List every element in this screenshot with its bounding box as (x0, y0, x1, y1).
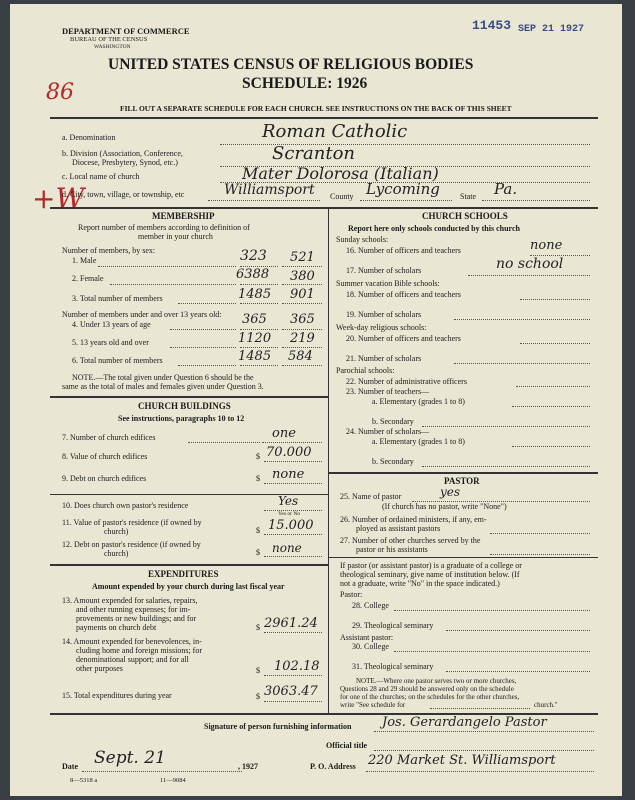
schools-bottom-rule (328, 472, 598, 474)
membership-sub-1: Report number of members according to definition of (78, 223, 250, 232)
division-value: Scranton (272, 143, 356, 164)
q3-line-a (240, 303, 278, 304)
q11-line (264, 534, 322, 535)
q9-line (264, 483, 322, 484)
q11-label-1: 11. Value of pastor's residence (if owned by (62, 518, 202, 527)
q8-label: 8. Value of church edifices (62, 452, 148, 461)
pastor-note-line (430, 708, 530, 709)
county-line (360, 200, 452, 201)
q3-line-b (282, 303, 322, 304)
q3-leader (178, 303, 236, 304)
q16-label: 16. Number of officers and teachers (346, 246, 461, 255)
red-handwritten-number: 86 (46, 80, 74, 105)
buildings-bottom-rule (50, 564, 328, 566)
po-address-line (366, 771, 594, 772)
q2-value-b: 380 (290, 269, 315, 284)
q17-value: no school (496, 256, 564, 272)
q14-label-3: denominational support; and for all (76, 655, 189, 664)
q24b-line (422, 466, 590, 467)
q29-label: 29. Theological seminary (352, 621, 434, 630)
q15-value: 3063.47 (264, 684, 318, 699)
q7-label: 7. Number of church edifices (62, 433, 156, 442)
q12-line (264, 556, 322, 557)
q13-label-4: payments on church debt (76, 623, 157, 632)
stamp-date: SEP 21 1927 (518, 24, 585, 35)
members-by-age-label: Number of members under and over 13 years old: (62, 310, 222, 319)
membership-heading: MEMBERSHIP (152, 211, 215, 221)
q2-female-label: 2. Female (72, 274, 104, 283)
q1-line-b (282, 266, 322, 267)
expenditures-sub: Amount expended by your church during last fiscal year (92, 582, 285, 591)
q7-leader (188, 442, 260, 443)
instruction-line: FILL OUT A SEPARATE SCHEDULE FOR EACH CHURCH. SEE INSTRUCTIONS ON THE BACK OF THIS SHEET (120, 104, 512, 113)
q25-value: yes (440, 485, 461, 499)
membership-note-1: NOTE.—The total given under Question 6 should be the (72, 373, 254, 382)
q20-line (520, 343, 590, 344)
q23b-label: b. Secondary (372, 417, 414, 426)
membership-note-2: same as the total of males and females given under Question 3. (62, 382, 264, 391)
q27-rule (328, 557, 598, 558)
q2-line-a (240, 284, 278, 285)
po-address-value: 220 Market St. Williamsport (368, 753, 556, 768)
q30-line (394, 651, 590, 652)
q6-value-a: 1485 (238, 349, 272, 364)
q23b-line (422, 426, 590, 427)
state-value: Pa. (494, 180, 518, 198)
summer-schools-label: Summer vacation Bible schools: (336, 279, 440, 288)
red-margin-mark: +W (32, 182, 85, 215)
q9-dollar: $ (256, 474, 260, 483)
q14-label-1: 14. Amount expended for benevolences, in- (62, 637, 202, 646)
buildings-sub: See instructions, paragraphs 10 to 12 (118, 414, 245, 423)
q21-line (454, 363, 590, 364)
q23-label: 23. Number of teachers— (346, 387, 430, 396)
department-label: DEPARTMENT OF COMMERCE (62, 26, 190, 36)
members-by-sex-label: Number of members, by sex: (62, 246, 156, 255)
q4-value-a: 365 (242, 312, 267, 327)
pastor-note-3: for one of the churches; on the schedules for the other churches, (340, 693, 520, 701)
q28-line (394, 610, 590, 611)
signature-line (374, 731, 594, 732)
q23a-line (512, 406, 590, 407)
q19-line (454, 319, 590, 320)
q12-dollar: $ (256, 548, 260, 557)
q13-value: 2961.24 (264, 616, 318, 631)
local-name-label: c. Local name of church (62, 172, 140, 181)
q29-line (446, 630, 590, 631)
q11-value: 15.000 (268, 518, 314, 533)
signature-label: Signature of person furnishing information (204, 722, 352, 731)
graduate-note-1: If pastor (or assistant pastor) is a graduate of a college or (340, 561, 522, 570)
q21-label: 21. Number of scholars (346, 354, 422, 363)
q30-label: 30. College (352, 642, 389, 651)
date-year: , 1927 (238, 762, 258, 771)
pastor-note-5: church." (534, 701, 558, 709)
census-schedule-sheet (10, 4, 622, 796)
q7-line (262, 442, 322, 443)
parochial-schools-label: Parochial schools: (336, 366, 395, 375)
q15-dollar: $ (256, 692, 260, 701)
q4-leader (170, 329, 236, 330)
schools-heading: CHURCH SCHOOLS (422, 211, 508, 221)
membership-sub-2: member in your church (138, 232, 213, 241)
schools-sub: Report here only schools conducted by this church (348, 224, 520, 233)
q18-line (520, 299, 590, 300)
q26-label-1: 26. Number of ordained ministers, if any, em- (340, 515, 487, 524)
q5-line-b (282, 347, 322, 348)
q31-line (446, 671, 590, 672)
q5-value-b: 219 (290, 331, 315, 346)
weekday-schools-label: Week-day religious schools: (336, 323, 427, 332)
q22-label: 22. Number of administrative officers (346, 377, 467, 386)
assistant-pastor-sublabel: Assistant pastor: (340, 633, 394, 642)
q6-leader (178, 365, 236, 366)
q12-label-2: church) (104, 549, 129, 558)
po-address-label: P. O. Address (310, 762, 356, 771)
q14-value: 102.18 (274, 659, 320, 674)
graduate-note-3: not a graduate, write "No" in the space indicated.) (340, 579, 500, 588)
q10-value: Yes (278, 494, 299, 508)
q20-label: 20. Number of officers and teachers (346, 334, 461, 343)
q22-line (516, 386, 590, 387)
state-line (482, 200, 590, 201)
q5-value-a: 1120 (238, 331, 272, 346)
q4-line-a (240, 329, 278, 330)
q24-label: 24. Number of scholars— (346, 427, 430, 436)
q8-value: 70.000 (266, 445, 312, 460)
q1-male-label: 1. Male (72, 256, 97, 265)
q4-line-b (282, 329, 322, 330)
q3-total-label: 3. Total number of members (72, 294, 163, 303)
q8-dollar: $ (256, 452, 260, 461)
city-value: Williamsport (224, 182, 315, 198)
q24a-line (512, 446, 590, 447)
q14-label-2: cluding home and foreign missions; for (76, 646, 202, 655)
pastor-note-4: write "See schedule for (340, 701, 406, 709)
bureau-label: BUREAU OF THE CENSUS (70, 36, 148, 43)
q2-line-b (282, 284, 322, 285)
q26-line (490, 533, 590, 534)
q25-label: 25. Name of pastor (340, 492, 402, 501)
q6-line-b (282, 365, 322, 366)
q17-line (468, 275, 590, 276)
q24a-label: a. Elementary (grades 1 to 8) (372, 437, 465, 446)
header-rule (50, 117, 598, 119)
state-label: State (460, 192, 476, 201)
top-section-rule (50, 207, 598, 209)
q17-label: 17. Number of scholars (346, 266, 422, 275)
q13-dollar: $ (256, 623, 260, 632)
q8-line (264, 461, 322, 462)
sunday-schools-label: Sunday schools: (336, 235, 389, 244)
q26-label-2: ployed as assistant pastors (356, 524, 441, 533)
graduate-note-2: theological seminary, give name of institution below. (If (340, 570, 520, 579)
division-label-2: Diocese, Presbytery, Synod, etc.) (72, 158, 178, 167)
q2-leader (110, 284, 236, 285)
city-line (208, 200, 320, 201)
form-number-2: 11—9084 (160, 777, 186, 784)
pastor-sublabel: Pastor: (340, 590, 363, 599)
q9-value: none (272, 467, 305, 482)
local-name-value: Mater Dolorosa (Italian) (242, 164, 439, 183)
q16-value: none (530, 238, 563, 253)
form-schedule-title: SCHEDULE: 1926 (242, 75, 368, 92)
official-title-line (374, 750, 594, 751)
q15-line (264, 701, 322, 702)
q23a-label: a. Elementary (grades 1 to 8) (372, 397, 465, 406)
q27-line (490, 554, 590, 555)
q10-label: 10. Does church own pastor's residence (62, 501, 189, 510)
q6-line-a (240, 365, 278, 366)
q18-label: 18. Number of officers and teachers (346, 290, 461, 299)
q13-label-2: and other running expenses; for im- (76, 605, 191, 614)
q1-leader (98, 266, 236, 267)
q31-label: 31. Theological seminary (352, 662, 434, 671)
q4-value-b: 365 (290, 312, 315, 327)
form-title: UNITED STATES CENSUS OF RELIGIOUS BODIES (108, 56, 474, 73)
column-divider (328, 207, 329, 713)
q11-label-2: church) (104, 527, 129, 536)
city-label: d. City, town, village, or township, etc (62, 190, 185, 199)
buildings-heading: CHURCH BUILDINGS (138, 401, 231, 411)
county-value: Lycoming (366, 180, 440, 198)
city-label: WASHINGTON (94, 44, 131, 50)
date-value: Sept. 21 (94, 748, 166, 768)
q15-label: 15. Total expenditures during year (62, 691, 172, 700)
q5-line-a (240, 347, 278, 348)
denomination-value: Roman Catholic (262, 121, 408, 142)
form-number: 8—5318 a (70, 777, 98, 784)
q12-value: none (272, 541, 302, 555)
q4-under13-label: 4. Under 13 years of age (72, 320, 151, 329)
q1-value-a: 323 (240, 248, 267, 264)
q27-label-1: 27. Number of other churches served by the (340, 536, 481, 545)
q14-dollar: $ (256, 666, 260, 675)
division-label-1: b. Division (Association, Conference, (62, 149, 183, 158)
q14-line (264, 675, 322, 676)
q2-value-a: 6388 (236, 267, 270, 282)
stamp-number: 11453 (472, 18, 512, 33)
q14-label-4: other purposes (76, 664, 123, 673)
date-label: Date (62, 762, 78, 771)
q6-value-b: 584 (288, 349, 313, 364)
pastor-note-2: Questions 28 and 29 should be answered only on the schedule (340, 685, 514, 693)
q13-label-3: provements or new buildings; and for (76, 614, 197, 623)
pastor-heading: PASTOR (444, 476, 480, 486)
q27-label-2: pastor or his assistants (356, 545, 428, 554)
q12-label-1: 12. Debt on pastor's residence (if owned by (62, 540, 201, 549)
q5-leader (170, 347, 236, 348)
date-line (82, 771, 242, 772)
q9-label: 9. Debt on church edifices (62, 474, 147, 483)
q6-total-label: 6. Total number of members (72, 356, 163, 365)
q7-value: one (272, 426, 296, 441)
membership-bottom-rule (50, 396, 328, 398)
q10-yes-no-hint: Yes or No (278, 511, 301, 517)
q24b-label: b. Secondary (372, 457, 414, 466)
denomination-label: a. Denomination (62, 133, 116, 142)
q5-over13-label: 5. 13 years old and over (72, 338, 149, 347)
q3-value-a: 1485 (238, 287, 272, 302)
q13-label-1: 13. Amount expended for salaries, repairs, (62, 596, 198, 605)
q1-value-b: 521 (290, 250, 315, 265)
q3-value-b: 901 (290, 287, 315, 302)
county-label: County (330, 192, 354, 201)
q28-label: 28. College (352, 601, 389, 610)
expenditures-heading: EXPENDITURES (148, 569, 219, 579)
q11-dollar: $ (256, 526, 260, 535)
q19-label: 19. Number of scholars (346, 310, 422, 319)
q25-hint: (If church has no pastor, write "None") (382, 502, 507, 511)
signature-value: Jos. Gerardangelo Pastor (382, 715, 547, 730)
official-title-label: Official title (326, 741, 368, 750)
q13-line (264, 632, 322, 633)
pastor-note-1: NOTE.—Where one pastor serves two or more churches, (356, 677, 517, 685)
